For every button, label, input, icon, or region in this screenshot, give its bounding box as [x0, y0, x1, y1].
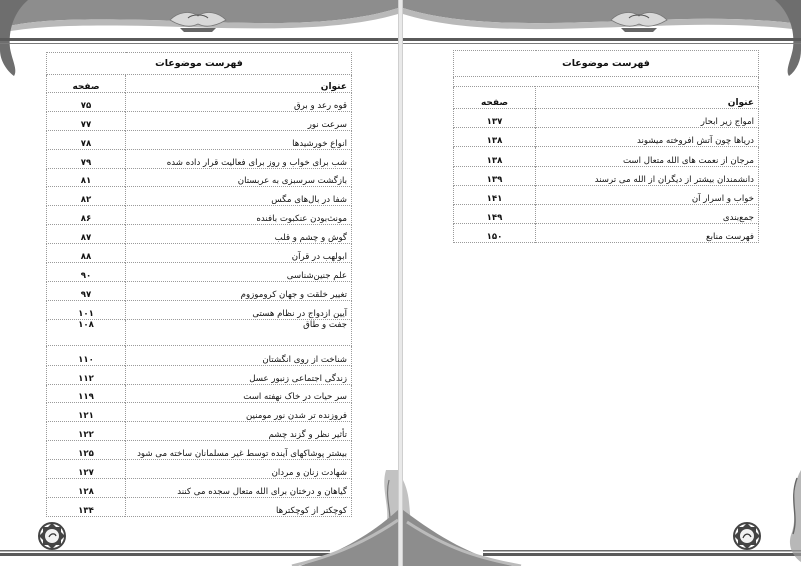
- toc-entry-page: ۱۲۸: [47, 479, 126, 498]
- toc-entry-title: سرعت نور: [126, 111, 352, 130]
- left-page: [0, 0, 399, 566]
- toc-entry-title: امواج زیر ابحار: [536, 109, 759, 128]
- page-number-badge: [39, 523, 65, 549]
- right-page: [402, 0, 801, 566]
- toc-entry-title: دریاها چون آتش افروخته میشوند: [536, 128, 759, 147]
- toc-entry-page: ۷۵: [47, 93, 126, 112]
- toc-entry-title: جمع‌بندی: [536, 204, 759, 223]
- column-header-title: عنوان: [126, 75, 352, 93]
- toc-entry-title: گیاهان و درختان برای الله متعال سجده می کنند: [126, 479, 352, 498]
- toc-entry-title: مرجان از نعمت های الله متعال است: [536, 147, 759, 166]
- footer-rule-thick: [0, 553, 330, 556]
- toc-entry-title: قوه رعد و برق: [126, 93, 352, 112]
- toc-entry-page: ۸۸: [47, 244, 126, 263]
- toc-entry-page: ۱۴۹: [454, 204, 536, 223]
- toc-entry-title: بیشتر پوشاکهای آینده توسط غیر مسلمانان ساخته می شود: [126, 441, 352, 460]
- footer-rule-thin: [483, 550, 801, 552]
- toc-entry-page: ۸۶: [47, 206, 126, 225]
- toc-entry-page: ۱۳۸: [454, 128, 536, 147]
- toc-entry-page: ۱۳۸: [454, 147, 536, 166]
- toc-entry-title: دانشمندان بیشتر از دیگران از الله می ترسند: [536, 166, 759, 185]
- toc-entry-title: خواب و اسرار آن: [536, 185, 759, 204]
- toc-spacer: [454, 77, 759, 87]
- toc-entry-page: ۷۹: [47, 149, 126, 168]
- header-rule-thick: [403, 38, 801, 41]
- toc-entry-page: ۱۰۸: [47, 319, 126, 345]
- top-center-ornament: [611, 13, 667, 32]
- toc-entry-page: ۱۱۰: [47, 345, 126, 365]
- toc-entry-title: گوش و چشم و قلب: [126, 225, 352, 244]
- footer-rule-thick: [483, 553, 801, 556]
- toc-entry-title: تغییر خلقت و جهان کروموزوم: [126, 281, 352, 300]
- toc-entry-page: ۷۸: [47, 130, 126, 149]
- top-center-ornament: [170, 13, 226, 32]
- toc-entry-page: ۱۲۵: [47, 441, 126, 460]
- toc-entry-page: ۱۴۱: [454, 185, 536, 204]
- toc-entry-title: کوچکتر از کوچکترها: [126, 497, 352, 516]
- toc-entry-page: ۸۱: [47, 168, 126, 187]
- toc-title: فهرست موضوعات: [454, 51, 759, 77]
- toc-entry-title: شب برای خواب و روز برای فعالیت قرار داده شده: [126, 149, 352, 168]
- toc-entry-page: ۱۲۱: [47, 403, 126, 422]
- toc-title: فهرست موضوعات: [47, 53, 352, 75]
- toc-entry-title: بازگشت سرسبزی به عربستان: [126, 168, 352, 187]
- page-number-badge: [734, 523, 760, 549]
- toc-entry-page: ۸۷: [47, 225, 126, 244]
- toc-entry-page: ۱۱۲: [47, 365, 126, 384]
- toc-entry-title: تأثیر نظر و گزند چشم: [126, 422, 352, 441]
- toc-entry-title: آیین ازدواج در نظام هستی: [126, 300, 352, 319]
- toc-entry-title: شهادت زنان و مردان: [126, 460, 352, 479]
- header-rule-thin: [0, 43, 398, 44]
- toc-entry-title: شفا در بال‌های مگس: [126, 187, 352, 206]
- toc-entry-title: فهرست منابع: [536, 224, 759, 243]
- toc-entry-page: ۱۳۴: [47, 497, 126, 516]
- column-header-title: عنوان: [536, 87, 759, 109]
- toc-entry-title: علم جنین‌شناسی: [126, 263, 352, 282]
- column-header-page: صفحه: [454, 87, 536, 109]
- toc-entry-title: انواع خورشیدها: [126, 130, 352, 149]
- toc-entry-page: ۱۳۹: [454, 166, 536, 185]
- footer-rule-thin: [0, 550, 330, 552]
- toc-entry-page: ۱۳۷: [454, 109, 536, 128]
- toc-entry-page: ۱۰۱: [47, 300, 126, 319]
- toc-entry-title: ابولهب در قرآن: [126, 244, 352, 263]
- toc-entry-title: سر حیات در خاک نهفته است: [126, 384, 352, 403]
- toc-entry-page: ۸۲: [47, 187, 126, 206]
- toc-table-left: [46, 52, 352, 517]
- toc-entry-page: ۱۱۹: [47, 384, 126, 403]
- header-rule-thick: [0, 38, 398, 41]
- header-rule-thin: [403, 43, 801, 44]
- toc-entry-page: ۷۷: [47, 111, 126, 130]
- toc-entry-page: ۱۵۰: [454, 224, 536, 243]
- toc-entry-title: شناخت از روی انگشتان: [126, 345, 352, 365]
- toc-entry-page: ۹۰: [47, 263, 126, 282]
- toc-entry-title: زندگی اجتماعی زنبور عسل: [126, 365, 352, 384]
- toc-entry-page: ۹۷: [47, 281, 126, 300]
- toc-table-right: [453, 50, 759, 243]
- toc-entry-title: جفت و طاق: [126, 319, 352, 345]
- bottom-curve: [403, 510, 513, 566]
- column-header-page: صفحه: [47, 75, 126, 93]
- toc-entry-page: ۱۲۲: [47, 422, 126, 441]
- toc-entry-page: ۱۲۷: [47, 460, 126, 479]
- toc-entry-title: فروزنده تر شدن نور مومنین: [126, 403, 352, 422]
- toc-entry-title: مونث‌بودن عنکبوت بافنده: [126, 206, 352, 225]
